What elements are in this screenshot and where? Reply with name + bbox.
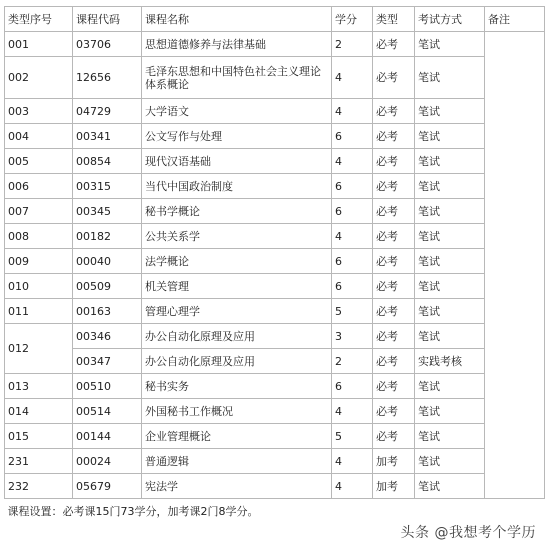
cell-code: 05679: [73, 474, 142, 499]
cell-type: 必考: [373, 57, 415, 99]
cell-exam: 笔试: [415, 324, 485, 349]
cell-credit: 6: [332, 374, 373, 399]
cell-name: 秘书学概论: [142, 199, 332, 224]
cell-type-no: 008: [5, 224, 73, 249]
cell-type-no: 015: [5, 424, 73, 449]
cell-exam: 笔试: [415, 224, 485, 249]
cell-name: 机关管理: [142, 274, 332, 299]
cell-code: 00315: [73, 174, 142, 199]
cell-type-no: 003: [5, 99, 73, 124]
cell-type-no: 013: [5, 374, 73, 399]
cell-type-no: 014: [5, 399, 73, 424]
course-table: [4, 6, 545, 523]
cell-credit: 4: [332, 449, 373, 474]
header-exam: 考试方式: [415, 7, 485, 32]
table-row: [5, 424, 545, 449]
cell-code: 00509: [73, 274, 142, 299]
table-row: [5, 474, 545, 499]
cell-type-no: 011: [5, 299, 73, 324]
table-row: [5, 399, 545, 424]
cell-type: 必考: [373, 424, 415, 449]
cell-code: 04729: [73, 99, 142, 124]
table-row: [5, 349, 545, 374]
footer-row: [5, 499, 545, 524]
cell-name: 大学语文: [142, 99, 332, 124]
cell-code: 12656: [73, 57, 142, 99]
cell-exam: 笔试: [415, 57, 485, 99]
cell-credit: 6: [332, 249, 373, 274]
cell-exam: 笔试: [415, 449, 485, 474]
cell-credit: 5: [332, 424, 373, 449]
cell-credit: 2: [332, 349, 373, 374]
cell-name: 管理心理学: [142, 299, 332, 324]
cell-credit: 3: [332, 324, 373, 349]
cell-credit: 4: [332, 474, 373, 499]
cell-code: 00341: [73, 124, 142, 149]
cell-credit: 2: [332, 32, 373, 57]
cell-exam: 笔试: [415, 424, 485, 449]
cell-name: 宪法学: [142, 474, 332, 499]
cell-name: 普通逻辑: [142, 449, 332, 474]
cell-type: 必考: [373, 399, 415, 424]
watermark: 头条 @我想考个学历: [399, 522, 538, 542]
cell-type: 必考: [373, 224, 415, 249]
cell-type-no: 005: [5, 149, 73, 174]
cell-code: 00510: [73, 374, 142, 399]
cell-exam: 笔试: [415, 149, 485, 174]
cell-code: 03706: [73, 32, 142, 57]
cell-code: 00163: [73, 299, 142, 324]
cell-code: 00346: [73, 324, 142, 349]
header-credit: 学分: [332, 7, 373, 32]
cell-name: 企业管理概论: [142, 424, 332, 449]
cell-type-no: 009: [5, 249, 73, 274]
cell-type: 加考: [373, 449, 415, 474]
cell-type: 必考: [373, 374, 415, 399]
cell-code: 00345: [73, 199, 142, 224]
cell-type-no: 012: [5, 324, 73, 374]
table-row: [5, 149, 545, 174]
cell-credit: 4: [332, 149, 373, 174]
cell-code: 00514: [73, 399, 142, 424]
cell-exam: 实践考核: [415, 349, 485, 374]
cell-exam: 笔试: [415, 399, 485, 424]
cell-exam: 笔试: [415, 249, 485, 274]
cell-credit: 4: [332, 99, 373, 124]
table-row: [5, 199, 545, 224]
cell-code: 00024: [73, 449, 142, 474]
header-type: 类型: [373, 7, 415, 32]
cell-credit: 6: [332, 124, 373, 149]
cell-type: 必考: [373, 249, 415, 274]
cell-name: 公共关系学: [142, 224, 332, 249]
table-row: [5, 324, 545, 349]
cell-name: 办公自动化原理及应用: [142, 324, 332, 349]
cell-credit: 4: [332, 224, 373, 249]
cell-type-no: 006: [5, 174, 73, 199]
cell-credit: 5: [332, 299, 373, 324]
cell-type: 必考: [373, 324, 415, 349]
cell-type: 必考: [373, 199, 415, 224]
table-row: [5, 99, 545, 124]
cell-exam: 笔试: [415, 374, 485, 399]
table-row: [5, 57, 545, 99]
cell-type-no: 232: [5, 474, 73, 499]
cell-name: 公文写作与处理: [142, 124, 332, 149]
cell-type: 加考: [373, 474, 415, 499]
header-type-no: 类型序号: [5, 7, 73, 32]
cell-name: 法学概论: [142, 249, 332, 274]
table-row: [5, 249, 545, 274]
cell-credit: 6: [332, 174, 373, 199]
table-row: [5, 124, 545, 149]
cell-type-no: 001: [5, 32, 73, 57]
table-row: [5, 274, 545, 299]
cell-code: 00182: [73, 224, 142, 249]
table-row: [5, 374, 545, 399]
cell-code: 00347: [73, 349, 142, 374]
cell-type: 必考: [373, 99, 415, 124]
cell-code: 00854: [73, 149, 142, 174]
cell-type: 必考: [373, 149, 415, 174]
cell-type: 必考: [373, 274, 415, 299]
cell-credit: 6: [332, 274, 373, 299]
cell-name: 思想道德修养与法律基础: [142, 32, 332, 57]
cell-credit: 4: [332, 57, 373, 99]
cell-code: 00040: [73, 249, 142, 274]
cell-exam: 笔试: [415, 199, 485, 224]
footer-summary: 课程设置：必考课15门73学分，加考课2门8学分。: [5, 499, 545, 524]
cell-exam: 笔试: [415, 474, 485, 499]
cell-code: 00144: [73, 424, 142, 449]
cell-name: 当代中国政治制度: [142, 174, 332, 199]
header-row: [5, 7, 545, 32]
cell-type-no: 231: [5, 449, 73, 474]
cell-name: 秘书实务: [142, 374, 332, 399]
table-row: [5, 174, 545, 199]
cell-name: 办公自动化原理及应用: [142, 349, 332, 374]
cell-credit: 6: [332, 199, 373, 224]
header-note: 备注: [485, 7, 545, 32]
cell-exam: 笔试: [415, 32, 485, 57]
header-code: 课程代码: [73, 7, 142, 32]
cell-type: 必考: [373, 32, 415, 57]
cell-exam: 笔试: [415, 274, 485, 299]
cell-exam: 笔试: [415, 124, 485, 149]
cell-credit: 4: [332, 399, 373, 424]
cell-name: 现代汉语基础: [142, 149, 332, 174]
cell-type: 必考: [373, 124, 415, 149]
cell-exam: 笔试: [415, 299, 485, 324]
cell-exam: 笔试: [415, 99, 485, 124]
cell-name: 外国秘书工作概况: [142, 399, 332, 424]
cell-exam: 笔试: [415, 174, 485, 199]
table-row: [5, 224, 545, 249]
cell-type: 必考: [373, 174, 415, 199]
cell-type-no: 004: [5, 124, 73, 149]
table-row: [5, 299, 545, 324]
cell-type: 必考: [373, 349, 415, 374]
cell-type-no: 010: [5, 274, 73, 299]
cell-type-no: 002: [5, 57, 73, 99]
table-row: [5, 32, 545, 57]
header-name: 课程名称: [142, 7, 332, 32]
cell-note: [485, 32, 545, 499]
cell-type: 必考: [373, 299, 415, 324]
table-row: [5, 449, 545, 474]
cell-type-no: 007: [5, 199, 73, 224]
cell-name: 毛泽东思想和中国特色社会主义理论体系概论: [142, 57, 332, 99]
